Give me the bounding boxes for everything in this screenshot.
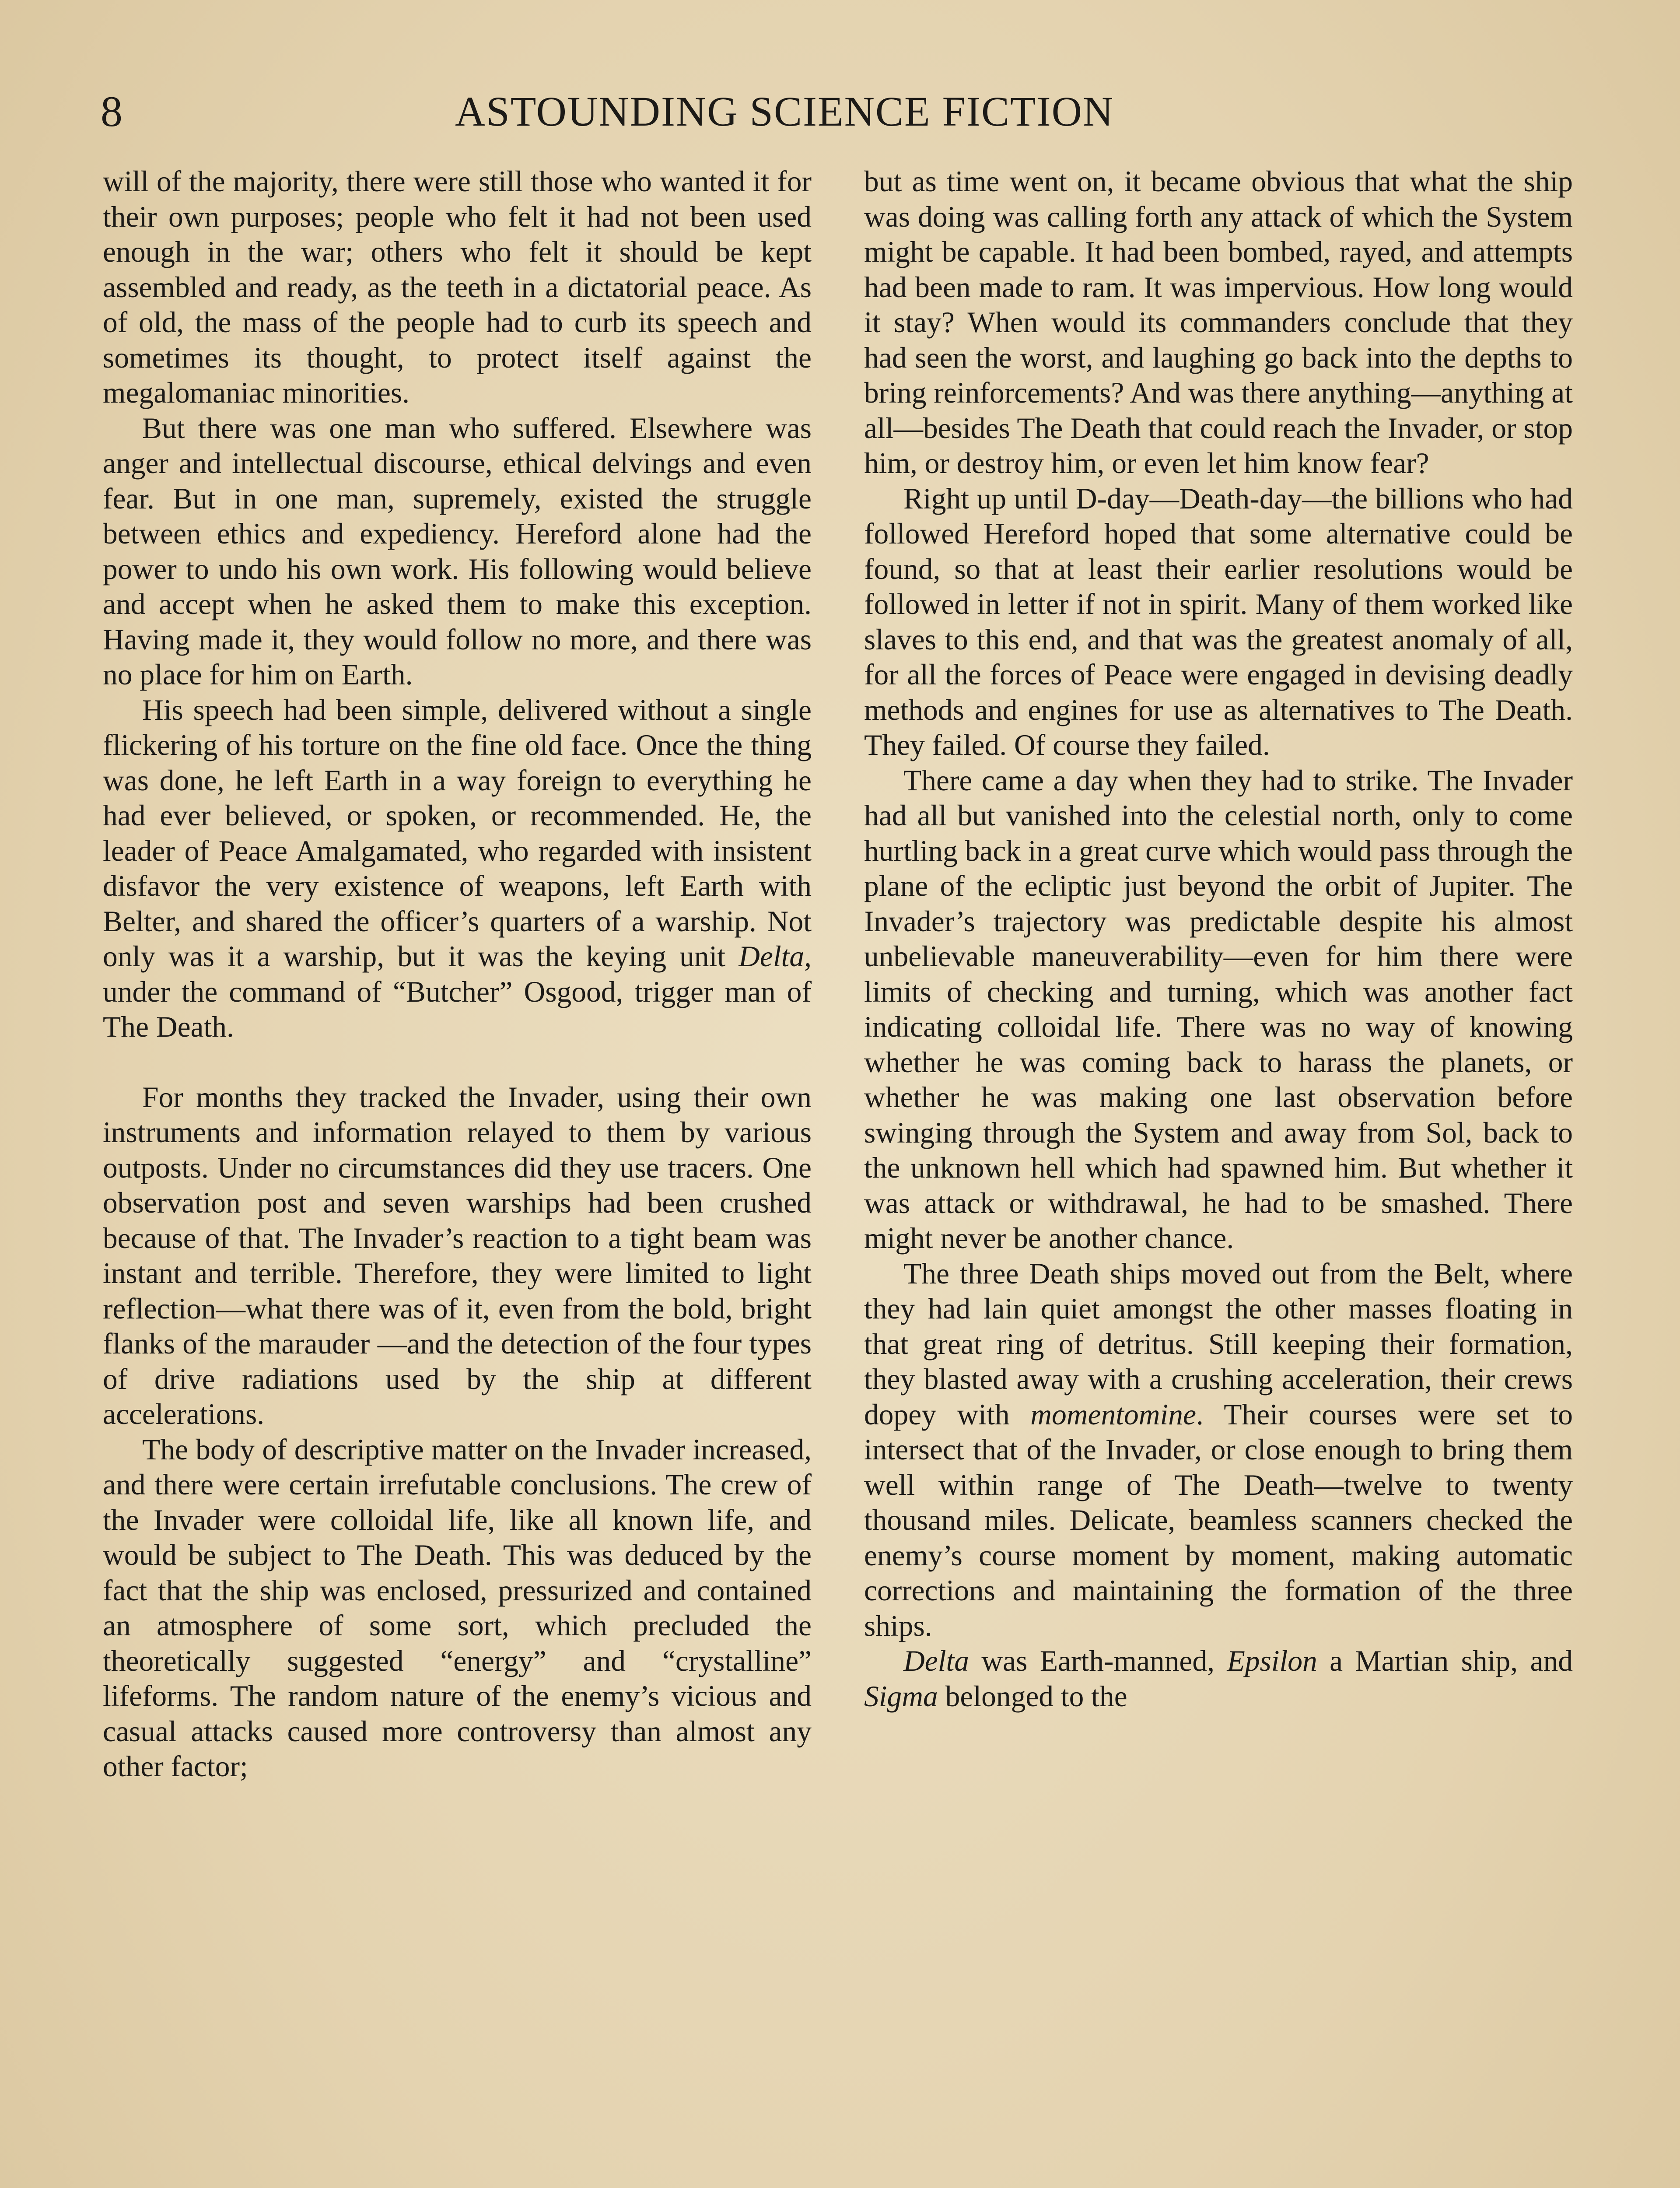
paragraph: For months they tracked the Invader, using their own instruments and information relayed to them by various outposts. Under no circumstances did they use tracers. One observation post and seven warships had been crushed because of that. The Invader’s reaction to a tight beam was instant and terrible. Therefore, they were limited to light reflection—what there was of it, even from the bold, bright flanks of the marauder —and the detection of the four types of drive radiations used by the ship at different accelerations. <box>103 1080 812 1431</box>
paragraph-text: , under the command of “Butcher” Osgood, trigger man of The Death. <box>103 940 812 1043</box>
paragraph-text: a Martian ship, and <box>1317 1645 1573 1677</box>
ship-name: Delta <box>903 1645 969 1677</box>
paragraph: Right up until D-day—Death-day—the billions who had followed Hereford hoped that some alternative could be found, so that at least their earlier resolutions would be followed in letter if not in spirit. Many of them worked like slaves to this end, and that was the greatest anomaly of all, for all the forces of Peace were engaged in devising deadly methods and engines for use as alternatives to The Death. They failed. Of course they failed. <box>864 482 1573 761</box>
page-header <box>101 81 1588 142</box>
paragraph-text: His speech had been simple, delivered without a single flickering of his torture on the fine old face. Once the thing was done, he left Earth in a way foreign to everything he had ever believed, or spoken, or recommended. He, the leader of Peace Amalgamated, who regarded with insistent disfavor the very existence of weapons, left Earth with Belter, and shared the officer’s quarters of a warship. Not only was it a warship, but it was the keying unit <box>103 693 812 973</box>
paragraph: will of the majority, there were still those who wanted it for their own purposes; people who felt it had not been used enough in the war; others who felt it should be kept assembled and ready, as the teeth in a dictatorial peace. As of old, the mass of the people had to curb its speech and sometimes its thought, to protect itself against the megalomaniac minorities. <box>103 165 812 409</box>
paragraph <box>103 693 812 1045</box>
paragraph <box>864 1644 1573 1714</box>
paragraph-text: was Earth-manned, <box>969 1645 1227 1677</box>
paragraph-text: belonged to the <box>938 1680 1127 1713</box>
paragraph: There came a day when they had to strike. The Invader had all but vanished into the celestial north, only to come hurtling back in a great curve which would pass through the plane of the ecliptic just beyond the orbit of Jupiter. The Invader’s trajectory was predictable despite his almost unbelievable maneuverability—even for him there were limits of checking and turning, which was another fact indicating colloidal life. There was no way of knowing whether he was coming back to harass the planets, or whether he was making one last observation before swinging through the System and away from Sol, back to the unknown hell which had spawned him. But whether it was attack or withdrawal, he had to be smashed. There might never be another chance. <box>864 764 1573 1255</box>
paragraph: The body of descriptive matter on the Invader increased, and there were certain irrefutable conclusions. The crew of the Invader were colloidal life, like all known life, and would be subject to The Death. This was deduced by the fact that the ship was enclosed, pressurized and contained an atmosphere of some sort, which precluded the theoretically suggested “energy” and “crystalline” lifeforms. The random nature of the enemy’s vicious and casual attacks caused more controversy than almost any other factor; <box>103 1433 812 1783</box>
ship-name: Delta <box>738 940 805 973</box>
page-number: 8 <box>101 87 122 136</box>
drug-name: momentomine <box>1030 1398 1196 1431</box>
paragraph: but as time went on, it became obvious that what the ship was doing was calling forth any attack of which the System might be capable. It had been bombed, rayed, and attempts had been made to ram. It was impervious. How long would it stay? When would its commanders conclude that they had seen the worst, and laughing go back into the depths to bring reinforcements? And was there anything—anything at all—besides The Death that could reach the Invader, or stop him, or destroy him, or even let him know fear? <box>864 165 1573 480</box>
paragraph-text: . Their courses were set to intersect that of the Invader, or close enough to bring them well within range of The Death—twelve to twenty thousand miles. Delicate, beamless scanners checked the enemy’s course moment by moment, making automatic corrections and maintaining the formation of the three ships. <box>864 1398 1573 1642</box>
paragraph <box>864 1256 1573 1644</box>
left-text-column <box>103 164 812 1785</box>
running-title: ASTOUNDING SCIENCE FICTION <box>455 88 1114 135</box>
ship-name: Sigma <box>864 1680 938 1713</box>
right-text-column <box>864 164 1573 1714</box>
paragraph-text: The three Death ships moved out from the Belt, where they had lain quiet amongst the other masses floating in that great ring of detritus. Still keeping their formation, they blasted away with a crushing acceleration, their crews dopey with <box>864 1257 1573 1431</box>
ship-name: Epsilon <box>1227 1645 1317 1677</box>
paragraph: But there was one man who suffered. Elsewhere was anger and intellectual discourse, ethical delvings and even fear. But in one man, supremely, existed the struggle between ethics and expediency. Hereford alone had the power to undo his own work. His following would believe and accept when he asked them to make this exception. Having made it, they would follow no more, and there was no place for him on Earth. <box>103 411 812 691</box>
